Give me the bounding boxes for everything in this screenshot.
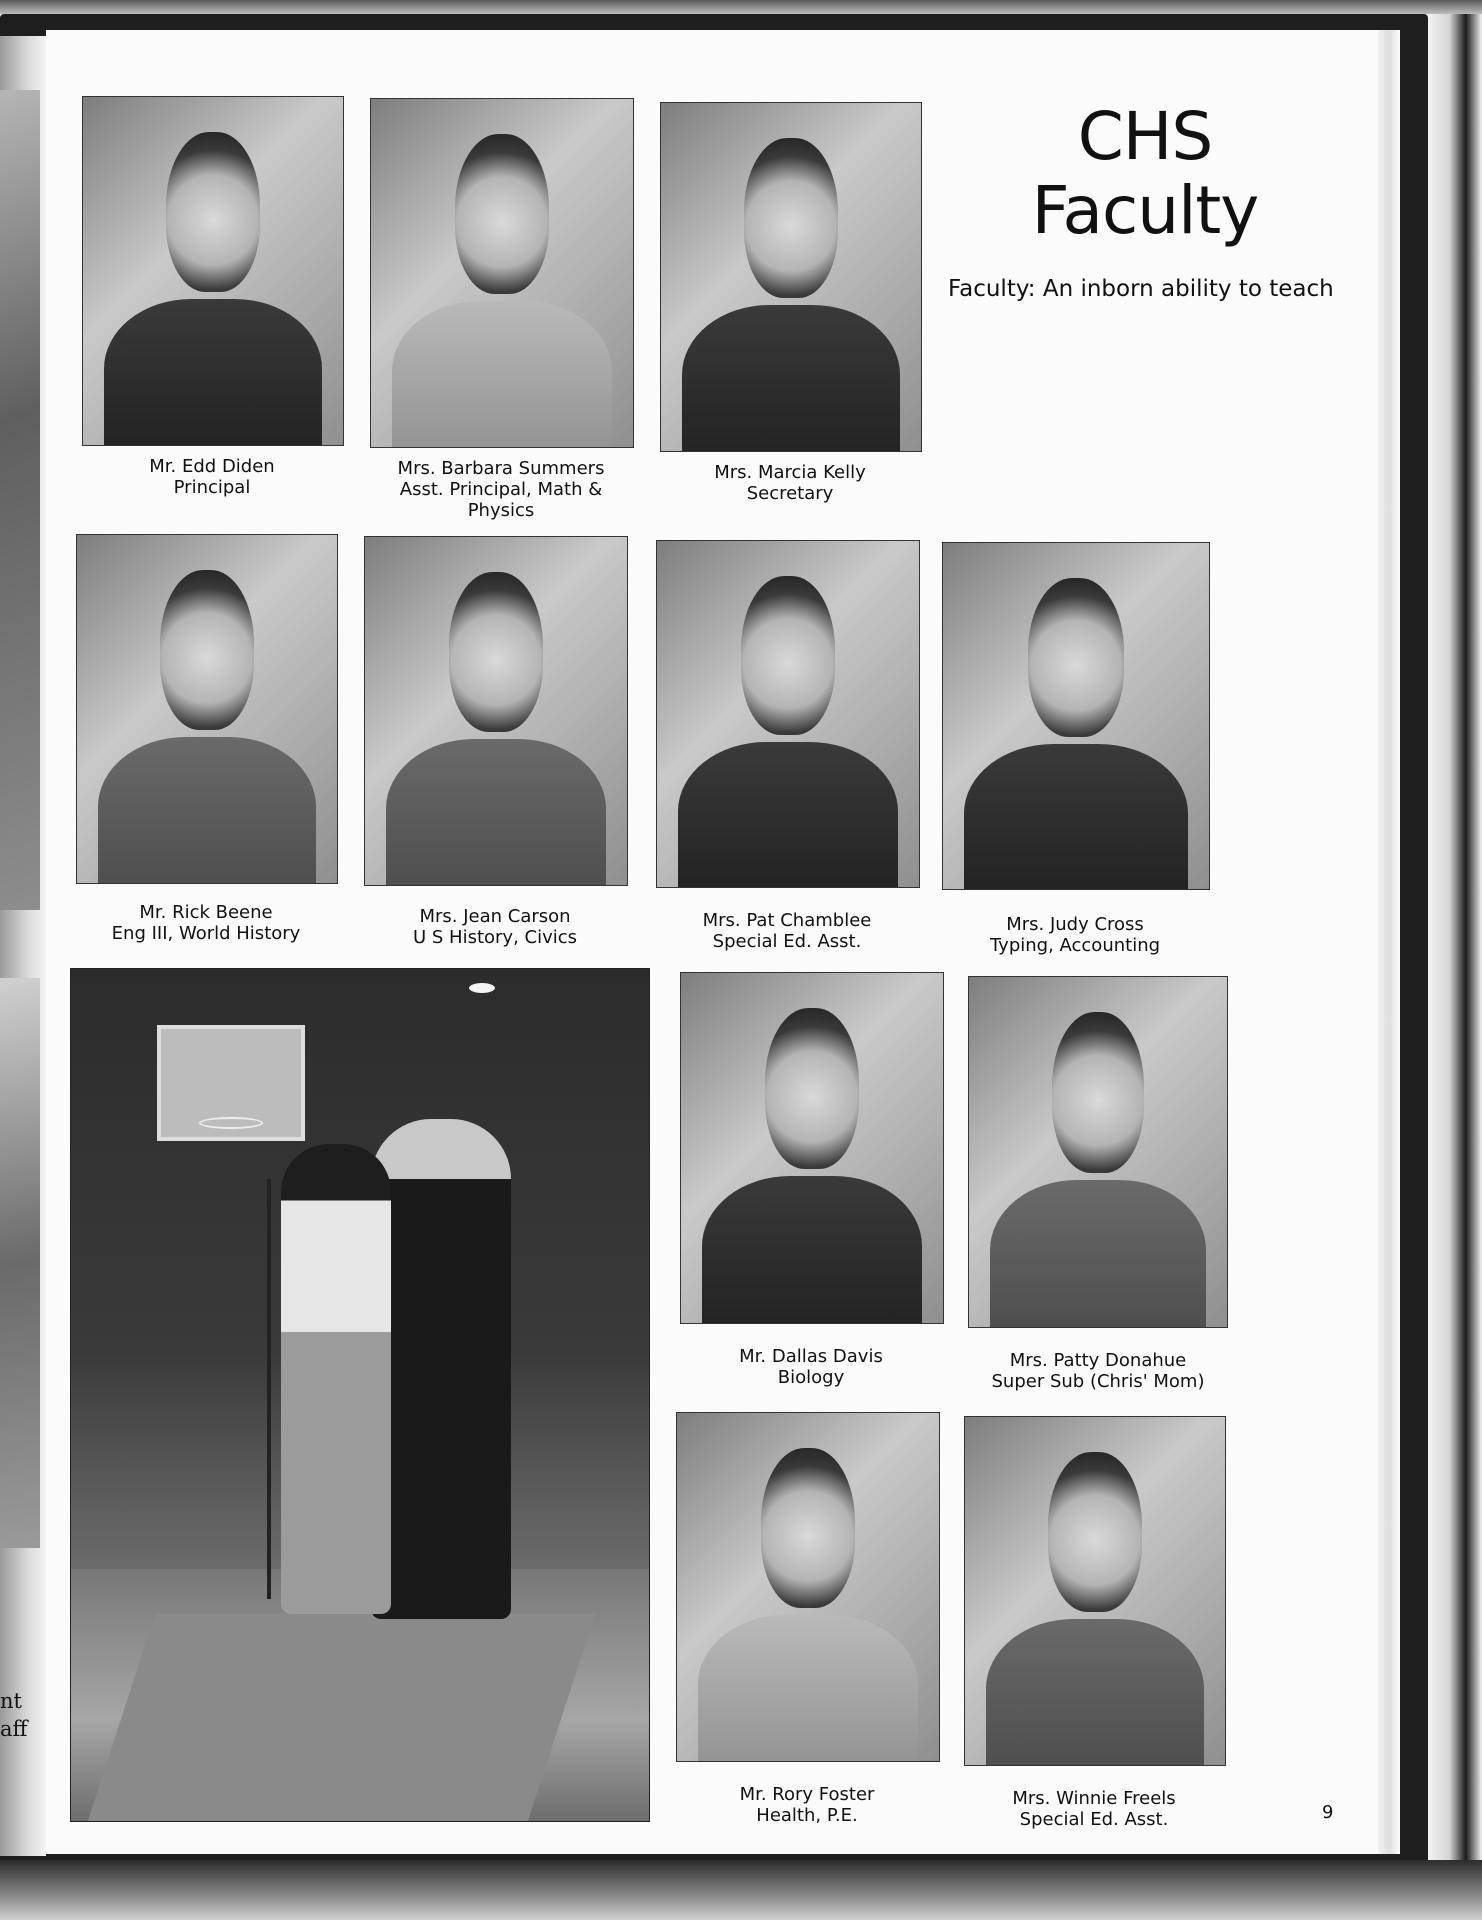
faculty-role: Health, P.E. [756, 1805, 858, 1826]
faculty-role: Principal [173, 477, 251, 498]
faculty-caption [964, 1788, 1224, 1830]
faculty-portrait [76, 534, 338, 884]
faculty-role: Special Ed. Asst. [1019, 1809, 1169, 1830]
faculty-caption [942, 914, 1208, 956]
faculty-role: Eng III, World History [111, 923, 301, 944]
faculty-role: Biology [777, 1367, 845, 1388]
faculty-name: Mrs. Winnie Freels [1012, 1788, 1176, 1809]
faculty-portrait [364, 536, 628, 886]
left-page-text-fragment: aff [0, 1717, 28, 1741]
faculty-portrait [942, 542, 1210, 890]
faculty-portrait [370, 98, 634, 448]
page-subtitle: Faculty: An inborn ability to teach [948, 276, 1334, 302]
left-page-photo [0, 90, 40, 910]
faculty-caption [370, 458, 632, 521]
faculty-portrait [82, 96, 344, 446]
faculty-caption [676, 1784, 938, 1826]
faculty-name: Mrs. Barbara Summers [397, 458, 605, 479]
faculty-portrait [660, 102, 922, 452]
page-edge [1378, 30, 1400, 1854]
faculty-role: Asst. Principal, Math & [399, 479, 603, 500]
faculty-name: Mrs. Pat Chamblee [702, 910, 872, 931]
faculty-portrait [656, 540, 920, 888]
page-title [1010, 100, 1280, 248]
faculty-portrait [676, 1412, 940, 1762]
faculty-portrait [968, 976, 1228, 1328]
faculty-portrait [680, 972, 944, 1324]
faculty-name: Mr. Edd Diden [149, 456, 275, 477]
left-page-photo [0, 978, 40, 1548]
faculty-role: Typing, Accounting [989, 935, 1161, 956]
title-line: CHS [1077, 98, 1213, 175]
faculty-name: Mrs. Judy Cross [1006, 914, 1144, 935]
faculty-portrait [964, 1416, 1226, 1766]
binder-top-edge [0, 0, 1482, 14]
page-number: 9 [1322, 1802, 1334, 1823]
gym-candid-photo [70, 968, 650, 1822]
faculty-name: Mr. Rory Foster [739, 1784, 875, 1805]
faculty-caption [656, 910, 918, 952]
binder-right-edge [1428, 14, 1482, 1864]
binder-bottom-edge [0, 1860, 1482, 1920]
faculty-name: Mr. Rick Beene [139, 902, 273, 923]
faculty-role: Physics [467, 500, 535, 521]
faculty-name: Mrs. Marcia Kelly [714, 462, 866, 483]
faculty-caption [958, 1350, 1238, 1392]
faculty-role: Super Sub (Chris' Mom) [991, 1371, 1205, 1392]
faculty-caption [680, 1346, 942, 1388]
faculty-caption [660, 462, 920, 504]
faculty-role: Special Ed. Asst. [712, 931, 862, 952]
faculty-name: Mr. Dallas Davis [739, 1346, 883, 1367]
left-page-edge [0, 36, 46, 1856]
faculty-name: Mrs. Patty Donahue [1009, 1350, 1187, 1371]
left-page-text-fragment: nt [0, 1689, 22, 1713]
faculty-caption [76, 902, 336, 944]
title-line: Faculty [1031, 172, 1259, 249]
faculty-role: U S History, Civics [412, 927, 578, 948]
faculty-caption [82, 456, 342, 498]
faculty-name: Mrs. Jean Carson [419, 906, 571, 927]
faculty-role: Secretary [746, 483, 834, 504]
faculty-caption [364, 906, 626, 948]
